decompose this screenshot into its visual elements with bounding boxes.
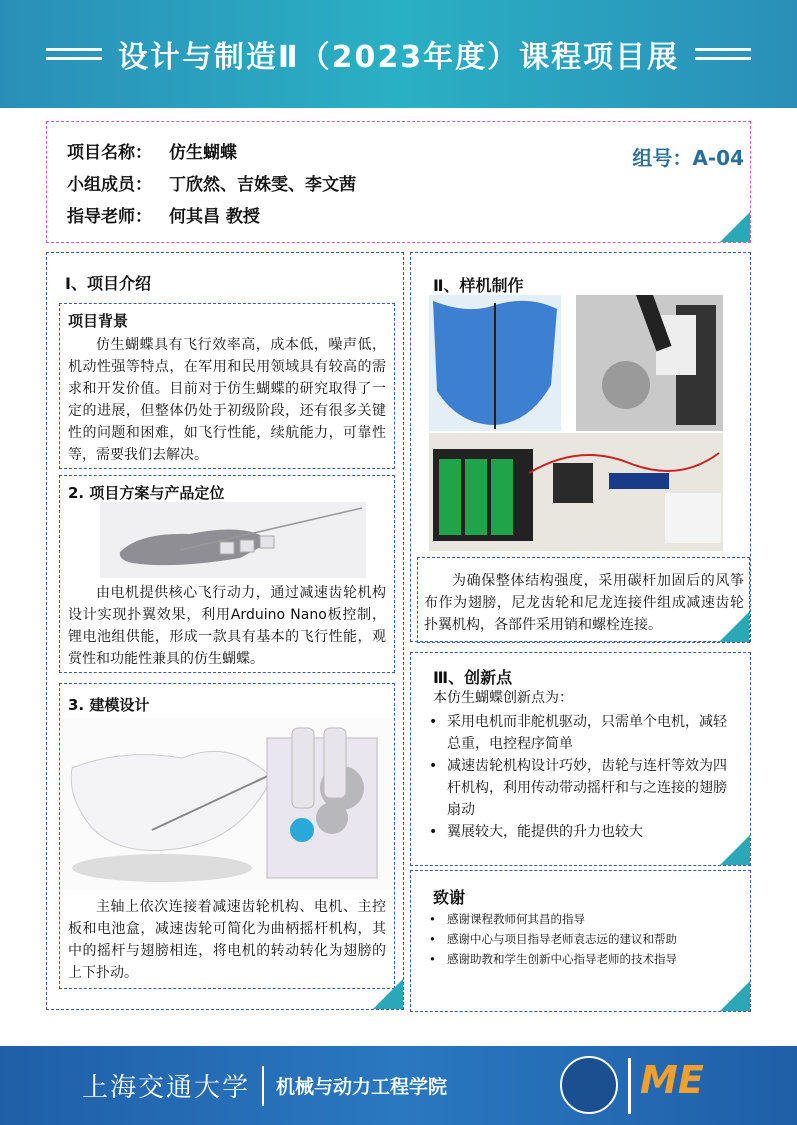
list-item: • 感谢课程教师何其昌的指导 xyxy=(425,909,745,929)
plan-box xyxy=(59,475,395,673)
corner-decor xyxy=(719,612,749,642)
prototype-title: Ⅱ、样机制作 xyxy=(433,276,524,295)
list-item: • 采用电机而非舵机驱动，只需单个电机，减轻总重，电控程序简单 xyxy=(425,711,737,755)
me-logo: ME xyxy=(640,1058,704,1102)
members-row xyxy=(67,170,356,195)
plan-text: 由电机提供核心飞行动力，通过减速齿轮机构设计实现扑翼效果，利用Arduino Nano板控制，锂电池组供能，形成一款具有基本的飞行性能，观赏性和功能性兼具的仿生蝴蝶。 xyxy=(68,585,386,667)
header-decor-left xyxy=(46,48,102,60)
advisor-row xyxy=(67,202,260,227)
prototype-text: 为确保整体结构强度，采用碳杆加固后的风筝布作为翅膀，尼龙齿轮和尼龙连接件组成减速齿轮扑翼机构，各部件采用销和螺栓连接。 xyxy=(424,573,744,633)
footer-separator xyxy=(628,1058,631,1114)
prototype-panel xyxy=(410,252,751,642)
footer-separator xyxy=(262,1066,264,1106)
page-title: 设计与制造Ⅱ（2023年度）课程项目展 xyxy=(117,40,680,75)
university-seal-icon xyxy=(560,1056,618,1114)
innovation-panel xyxy=(410,652,751,866)
thanks-title: 致谢 xyxy=(433,888,466,907)
innovation-title: Ⅲ、创新点 xyxy=(433,668,513,687)
model-box xyxy=(59,683,395,989)
innovation-lead: 本仿生蝴蝶创新点为： xyxy=(433,690,573,706)
members-value: 丁欣然、吉姝雯、李文茜 xyxy=(169,175,356,195)
butterfly-wing-photo xyxy=(429,295,561,431)
innovation-list xyxy=(425,711,737,843)
page-footer xyxy=(0,1046,797,1125)
background-box xyxy=(59,303,395,469)
list-item: • 翼展较大，能提供的升力也较大 xyxy=(425,821,737,843)
model-title: 3. 建模设计 xyxy=(68,696,150,714)
list-item: • 感谢中心与项目指导老师袁志远的建议和帮助 xyxy=(425,929,745,949)
electronics-photo xyxy=(429,433,723,551)
list-item: • 感谢助教和学生创新中心指导老师的技术指导 xyxy=(425,949,745,969)
project-info-panel xyxy=(46,121,751,243)
gear-mechanism-photo xyxy=(576,295,723,431)
advisor-value: 何其昌 教授 xyxy=(169,207,260,227)
butterfly-cad-side-image xyxy=(100,502,366,578)
school-name: 机械与动力工程学院 xyxy=(276,1076,448,1098)
thanks-panel xyxy=(410,870,751,1012)
intro-panel xyxy=(46,252,404,1010)
intro-title: Ⅰ、项目介绍 xyxy=(65,274,151,293)
list-item: • 减速齿轮机构设计巧妙，齿轮与连杆等效为四杆机构，利用传动带动摇杆和与之连接的翅膀扇动 xyxy=(425,755,737,821)
background-text: 仿生蝴蝶具有飞行效率高，成本低，噪声低，机动性强等特点，在军用和民用领域具有较高的需求和开发价值。目前对于仿生蝴蝶的研究取得了一定的进展，但整体仍处于初级阶段，还有很多关键性的问题和困难，如飞行性能，续航能力，可靠性等，需要我们去解决。 xyxy=(68,337,386,463)
group-number: 组号：A-04 xyxy=(632,146,744,170)
project-name-value: 仿生蝴蝶 xyxy=(169,143,237,163)
corner-decor xyxy=(720,981,750,1011)
university-name: 上海交通大学 xyxy=(82,1073,251,1103)
prototype-text-box xyxy=(417,557,750,643)
page-header xyxy=(0,0,797,108)
project-name-label: 项目名称： xyxy=(67,143,152,163)
project-name-row xyxy=(67,138,237,163)
corner-decor xyxy=(720,835,750,865)
background-title: 项目背景 xyxy=(68,312,129,330)
butterfly-cad-3d-image xyxy=(62,718,392,890)
plan-title: 2. 项目方案与产品定位 xyxy=(68,484,225,502)
thanks-list xyxy=(425,909,745,969)
corner-decor xyxy=(720,212,750,242)
members-label: 小组成员： xyxy=(67,175,152,195)
corner-decor xyxy=(373,979,403,1009)
advisor-label: 指导老师： xyxy=(67,207,152,227)
header-decor-right xyxy=(695,48,751,60)
model-text: 主轴上依次连接着减速齿轮机构、电机、主控板和电池盒，减速齿轮可简化为曲柄摇杆机构，其中的摇杆与翅膀相连，将电机的转动转化为翅膀的上下扑动。 xyxy=(68,899,386,981)
